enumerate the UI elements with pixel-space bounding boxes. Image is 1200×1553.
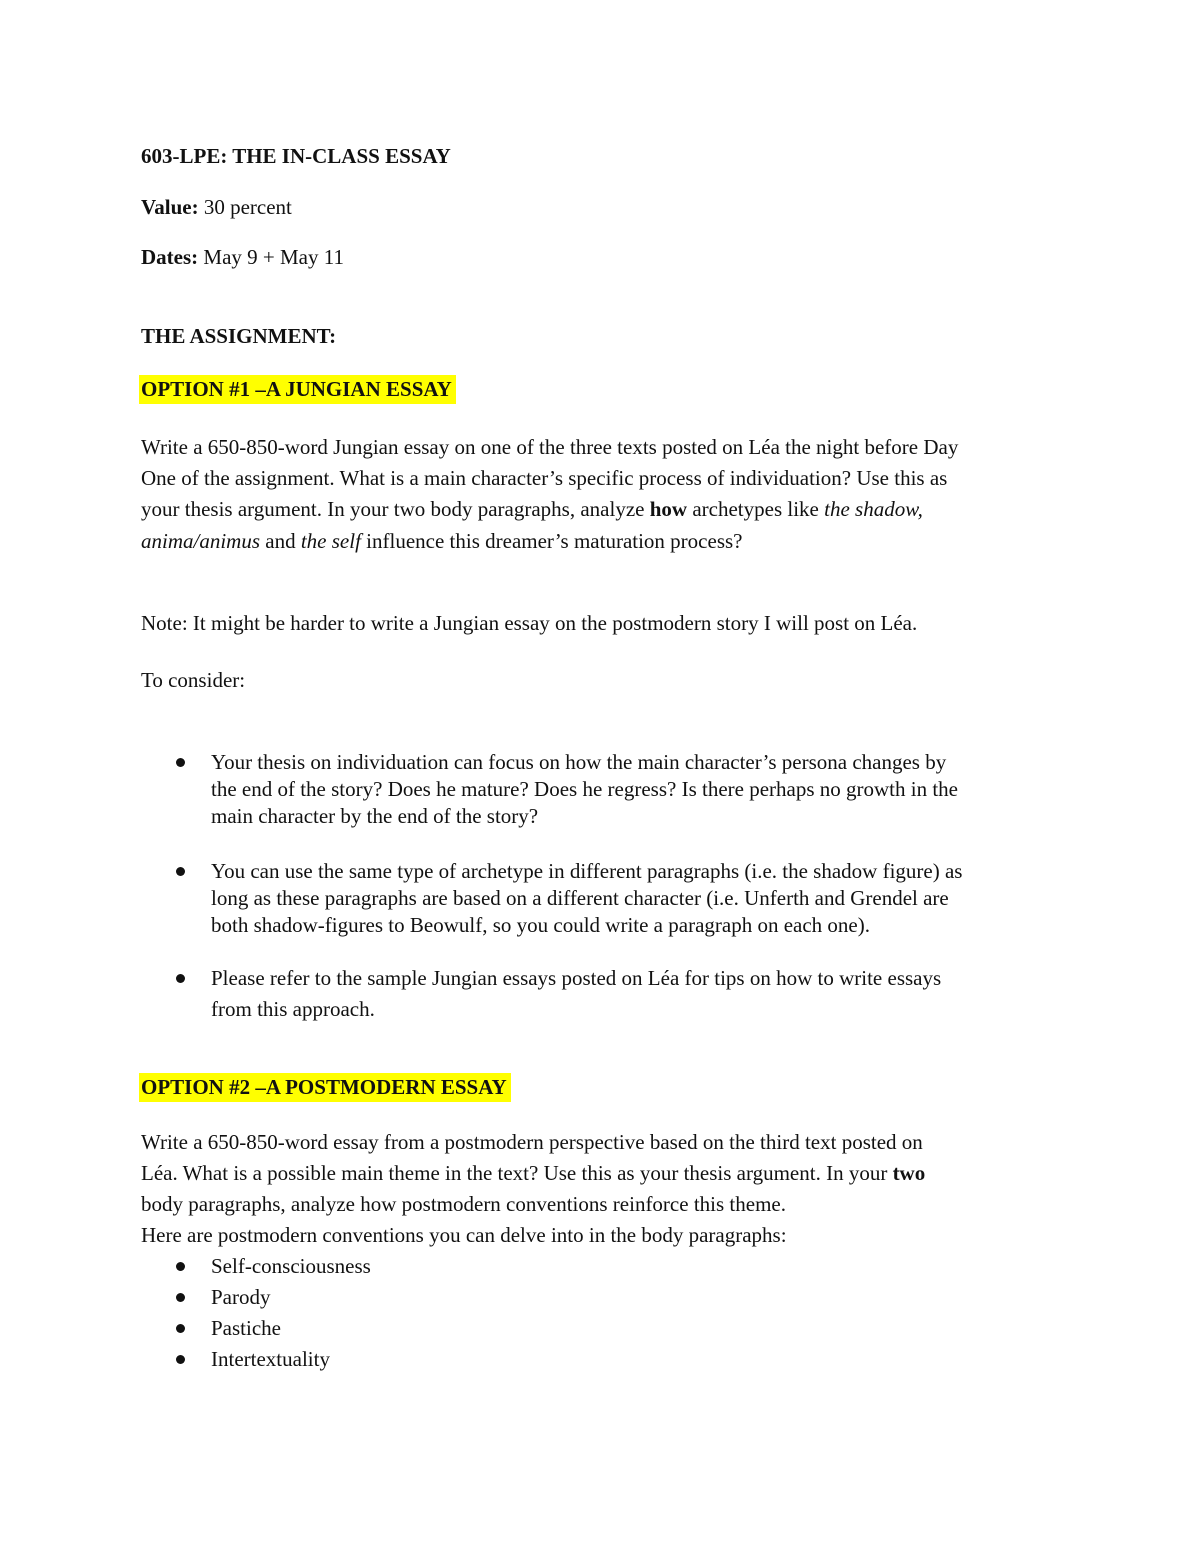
option1-heading-highlight: OPTION #1 –A JUNGIAN ESSAY [139,375,456,404]
option1-text: your thesis argument. In your two body paragraphs, analyze [141,497,650,521]
option2-para-line [141,1160,925,1186]
list-item: Pastiche [211,1316,281,1340]
option1-heading [141,376,456,402]
list-item: You can use the same type of archetype in different paragraphs (i.e. the shadow figure) as [211,859,963,883]
list-item: Intertextuality [211,1347,330,1371]
value-text: 30 percent [203,195,292,219]
dates-text: May 9 + May 11 [203,245,344,269]
option2-para-line: body paragraphs, analyze how postmodern conventions reinforce this theme. [141,1192,786,1216]
dates-line [141,244,344,270]
bullet-icon [176,1262,185,1271]
document-title: 603-LPE: THE IN-CLASS ESSAY [141,144,451,168]
bullet-icon [176,974,185,983]
bullet-icon [176,1355,185,1364]
list-item: the end of the story? Does he mature? Does he regress? Is there perhaps no growth in the [211,777,958,801]
option1-note: Note: It might be harder to write a Jungian essay on the postmodern story I will post on Léa. [141,611,918,635]
bullet-icon [176,758,185,767]
option1-text: influence this dreamer’s maturation process? [360,529,743,553]
list-item: Self-consciousness [211,1254,371,1278]
option2-para-line: Write a 650-850-word essay from a postmodern perspective based on the third text posted on [141,1130,923,1154]
option2-heading-highlight: OPTION #2 –A POSTMODERN ESSAY [139,1073,511,1102]
option1-bold-how: how [649,497,688,521]
option1-text: archetypes like [687,497,825,521]
option1-para-line: One of the assignment. What is a main character’s specific process of individuation? Use this as [141,466,948,490]
option1-text: and [260,529,301,553]
to-consider-label: To consider: [141,668,246,692]
option1-italic-self: the self [300,529,361,553]
list-item: main character by the end of the story? [211,804,539,828]
bullet-icon [176,1324,185,1333]
bullet-icon [176,867,185,876]
option1-para-line [141,528,742,554]
bullet-icon [176,1293,185,1302]
value-label: Value: [141,195,199,219]
list-item: Please refer to the sample Jungian essays posted on Léa for tips on how to write essays [211,966,942,990]
option1-italic-shadow: the shadow, [824,497,923,521]
list-item: Your thesis on individuation can focus on how the main character’s persona changes by [211,750,947,774]
list-item: both shadow-figures to Beowulf, so you could write a paragraph on each one). [211,913,870,937]
list-item: Parody [211,1285,271,1309]
option2-text: Léa. What is a possible main theme in the text? Use this as your thesis argument. In your [141,1161,893,1185]
option2-heading [141,1074,511,1100]
option2-para-line: Here are postmodern conventions you can delve into in the body paragraphs: [141,1223,787,1247]
option2-bold-two: two [892,1161,926,1185]
dates-label: Dates: [141,245,199,269]
option1-para-line: Write a 650-850-word Jungian essay on one of the three texts posted on Léa the night before Day [141,435,959,459]
assignment-heading: THE ASSIGNMENT: [141,324,337,348]
list-item: from this approach. [211,997,375,1021]
option1-para-line [141,496,923,522]
option1-italic-anima: anima/animus [141,529,261,553]
value-line [141,194,292,220]
list-item: long as these paragraphs are based on a different character (i.e. Unferth and Grendel are [211,886,949,910]
